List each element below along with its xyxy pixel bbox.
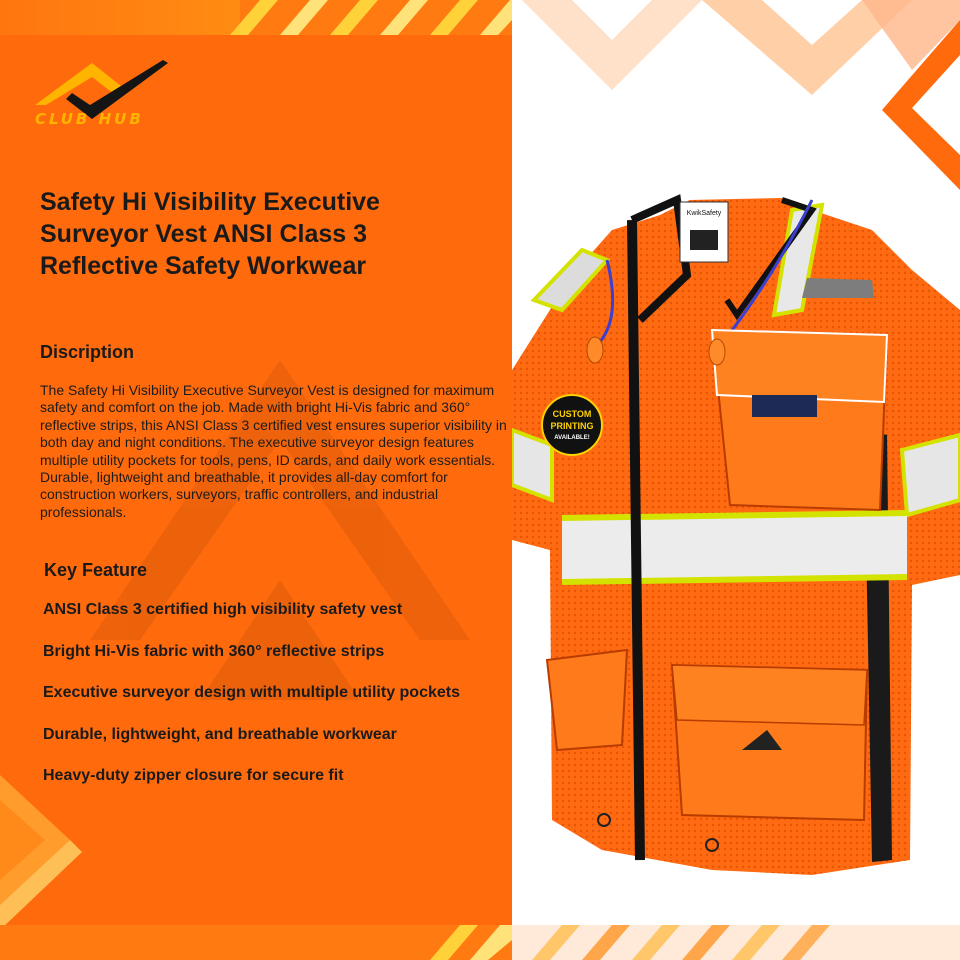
reflective-arm-band-right — [902, 435, 960, 515]
safety-vest-image — [512, 180, 960, 880]
brand-name: CLUB HUB — [35, 110, 144, 128]
top-chevron-pattern — [522, 0, 960, 95]
feature-item: Durable, lightweight, and breathable workwear — [43, 725, 397, 743]
feature-list — [43, 600, 460, 808]
top-stripes — [0, 0, 512, 35]
product-title: Safety Hi Visibility Executive Surveyor Vest ANSI Class 3 Reflective Safety Workwear — [40, 188, 380, 280]
svg-text:AVAILABLE!: AVAILABLE! — [554, 435, 590, 441]
feature-item: Executive surveyor design with multiple utility pockets — [43, 684, 460, 701]
feature-item: ANSI Class 3 certified high visibility safety vest — [43, 601, 403, 618]
feature-item: Bright Hi-Vis fabric with 360° reflective strips — [43, 642, 385, 660]
feature-item: Heavy-duty zipper closure for secure fit — [43, 767, 344, 784]
description-heading: Discription — [40, 342, 135, 362]
key-feature-heading: Key Feature — [44, 560, 148, 580]
svg-text:CUSTOM: CUSTOM — [552, 409, 592, 419]
bottom-stripes — [512, 925, 960, 960]
vest-label-text: KwikSafety — [686, 210, 722, 217]
product-image-panel — [512, 0, 960, 960]
bottom-stripes — [0, 925, 512, 960]
lower-pocket-left — [547, 650, 627, 750]
reflective-strip-waist — [562, 515, 907, 580]
description-body: The Safety Hi Visibility Executive Surveyor Vest is designed for maximum safety and comfort on the job. Made with bright Hi-Vis fabric and 360° reflective strips, this ANSI Class 3 certified vest ensures superior visibility in both day and night conditions. The executive surveyor design features multiple utility pockets for tools, pens, ID cards, and daily work essentials. Durable, lightweight and breathable, it provides all-day comfort for construction workers, surveyors, traffic controllers, and industrial professionals. — [40, 382, 507, 520]
svg-text:PRINTING: PRINTING — [550, 421, 594, 431]
